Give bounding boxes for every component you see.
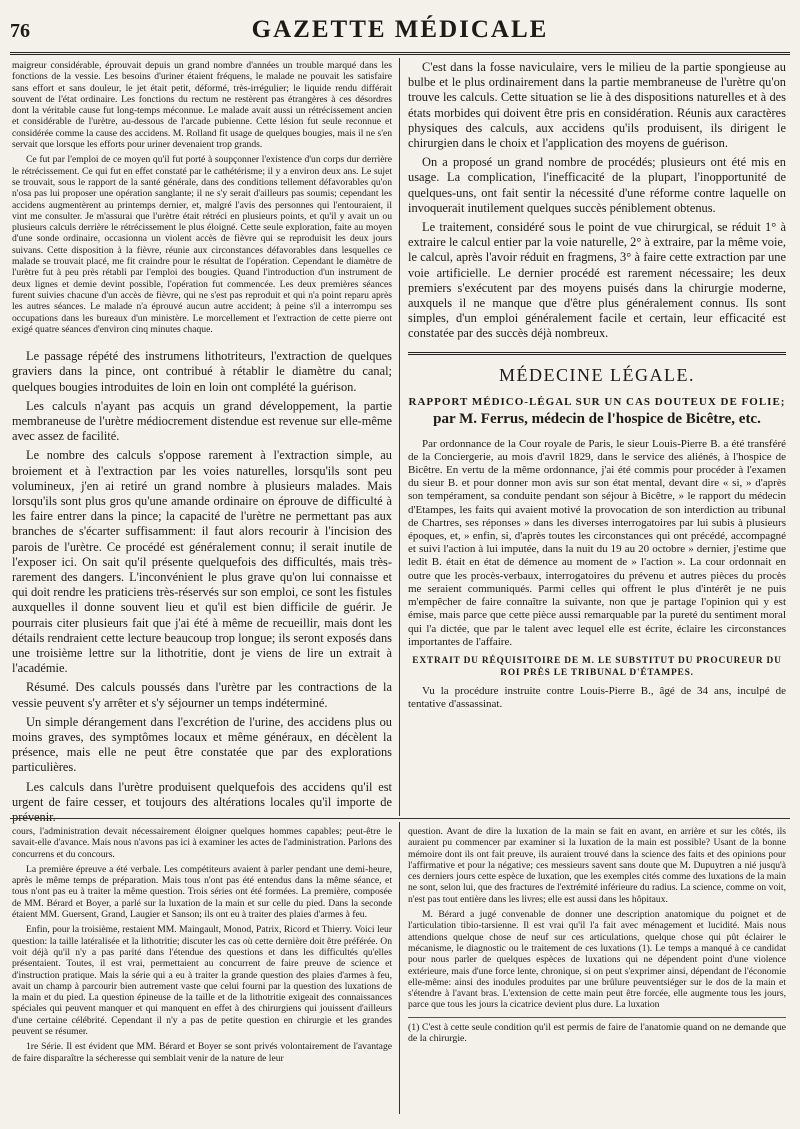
report-title: RAPPORT MÉDICO-LÉGAL SUR UN CAS DOUTEUX DE FOLIE; <box>408 395 786 408</box>
report-author: par M. Ferrus, médecin de l'hospice de Bicêtre, etc. <box>433 410 761 427</box>
paragraph: La première épreuve a été verbale. Les compétiteurs avaient à parler pendant une demi-heure, après le même temps de préparation. Mais tous n'ont pas été entendus dans la même séance, et tous n'ont pas eu à traiter la même question. Trois séries ont été formées. La première, composée de MM. Bérard et Boyer, a parlé sur la luxation de la main et sur celle du pied. Dans la seconde étaient MM. Guersent, Grand, Laugier et Sanson; ils ont eu à traiter des plaies d'armes à feu. <box>12 863 392 921</box>
paragraph: Ce fut par l'emploi de ce moyen qu'il fut porté à soupçonner l'existence d'un corps dur derrière le rétrécissement. Ce qui fut en effet constaté par le cathétérisme; il y a environ deux ans. Le sujet se trouvait, sous le rapport de la santé générale, dans des conditions tellement défavorables qu'on n'osa pas lui proposer une opération sanglante; il ne s'y serait d'ailleurs pas soumis; cependant les accidens augmentèrent au printemps dernier, et, malgré l'avis des personnes qui l'entouraient, il vint me consulter. Je m'assurai que l'urètre était rétréci en plusieurs points, et qu'il y avait un ou plusieurs calculs derrière le rétrécissement le plus éloigné. Cette seule exploration, faite au moyen d'une sonde ordinaire, occasionna un violent accès de fièvre qui se reproduisit les deux jours suivans. Cette disposition à la fièvre, réunie aux circonstances défavorables dans lesquelles ce malade se trouvait placé, me fit craindre pour le résultat de l'opération. Cependant le diamètre de l'urètre fut à peu près rétabli par l'emploi des bougies. Quand l'introduction d'un instrument de deux lignes et demie devint possible, l'opération fut commencée. Les deux premières séances furent suivies chacune d'un accès de fièvre, qui ne s'est pas reproduit et qui n'a point reparu après les autres séances. Le malade n'a éprouvé aucun autre accident; à peine s'il a interrompu ses occupations dans les bureaux d'un ministère. Le morcellement et l'extraction de cette pierre ont exigé quatre séances d'environ cinq minutes chaque. <box>12 154 392 335</box>
paragraph: Vu la procédure instruite contre Louis-Pierre B., âgé de 34 ans, inculpé de tentative d'assassinat. <box>408 684 786 711</box>
paragraph: question. Avant de dire la luxation de la main se fait en avant, en arrière et sur les côtés, ils auraient pu commencer par examiner si la luxation de la main est possible? Usant de la bonne mémoire dont ils ont fait preuve, ils auraient trouvé dans la science des faits et des opinions pour l'affirmative et pour la négative; ces messieurs savent sans doute que M. Dupuytren a nié jusqu'à ces derniers jours cette espèce de luxation, que les exemples cités comme des luxations de la main ne sont, selon lui, que des fractures de l'extrémité inférieure du radius. La science, comme on voit, n'est pas tout entière dans les livres; elle est aussi dans les hôpitaux. <box>408 826 786 905</box>
section-title: MÉDECINE LÉGALE. <box>499 364 695 385</box>
paragraph: M. Bérard a jugé convenable de donner une description anatomique du poignet et de l'articulation tibio-tarsienne. Il est vrai qu'il l'a fait avec ménagement et lucidité. Mais nous attendions quelque chose de neuf sur ces articulations, quelque chose qui pût éclairer le mécanisme, le diagnostic ou le traitement de ces luxations (1). Le temps a manqué à ce candidat pour nous parler de quelques espèces de luxations qui ne dépendent point d'une violence extérieure, mais d'une force lente, chronique, si on peut s'exprimer ainsi, dépendant de l'économie elle-même: ainsi des inodules produites par une brûlure peuventsiéger sur le dos de la main et s'étendre à l'avant bras. L'extension de cette main peut être forcée, elle augmente tous les jours, parce que tous les jours la cicatrice devient plus dure. La luxation <box>408 909 786 1011</box>
paragraph: cours, l'administration devait nécessairement éloigner quelques hommes capables; peut-être le savait-elle d'avance. Mais nous n'avons pas ici à examiner les actes de l'administration. Parlons des concurrens et du concours. <box>12 826 392 860</box>
footnote: (1) C'est à cette seule condition qu'il est permis de faire de l'anatomie quand on ne demande que de la chirurgie. <box>408 1017 786 1045</box>
bottom-left-column <box>12 826 392 1116</box>
bottom-right-column <box>408 826 786 1116</box>
page-header <box>10 14 790 50</box>
right-column <box>408 60 786 812</box>
paragraph: Résumé. Des calculs poussés dans l'urètre par les contractions de la vessie peuvent s'y arrêter et s'y séjourner un temps indéterminé. <box>12 680 392 710</box>
horizontal-separator <box>10 818 790 819</box>
column-separator <box>399 58 400 816</box>
journal-title: GAZETTE MÉDICALE <box>251 16 549 43</box>
paragraph: Les calculs n'ayant pas acquis un grand développement, la partie membraneuse de l'urètre médiocrement distendue est revenue sur elle-même avec assez de facilité. <box>12 398 392 444</box>
left-column <box>12 60 392 825</box>
paragraph: Par ordonnance de la Cour royale de Paris, le sieur Louis-Pierre B. a été transféré de la Conciergerie, au mois d'avril 1829, dans le service des aliénés, à l'hospice de Bicêtre. En vertu de la même ordonnance, j'ai été commis pour procéder à l'examen du sieur B. et pour donner mon avis sur son état mental, devant dire « si, » d'après son tempérament, sa conduite pendant son séjour à Bicêtre, » le rapport du médecin d'Etampes, les faits qui avaient motivé la provocation de son interdiction au tribunal de Chartres, ses réponses » dans les diverses interrogatoires par lui subis à plusieurs époques, et, » enfin, si, d'après toutes les circonstances qui ont précédé, accompagné et suivi l'action à lui imputée, dans la nuit du 19 au 20 octobre » dernier, j'estime que ledit B. était en état de démence au moment de » l'action ». La cour ordonnait en outre que les procès-verbaux, interrogatoires du prévenu et autres pièces du procès me seraient communiqués. Parmi celles qui offrent le plus d'intérêt je ne puis m'empêcher de faire connaître la suivante, non que je partage l'opinion qui y est émise, mais parce que cette pièce aussi remarquable par la pureté du sentiment moral qui l'a dictée, que par le talent avec lequel elle est écrite, éclaire les circonstances importantes de l'affaire. <box>408 437 786 648</box>
header-rule <box>10 52 790 55</box>
extract-title: EXTRAIT DU RÉQUISITOIRE DE M. LE SUBSTITUT DU PROCUREUR DU ROI PRÈS LE TRIBUNAL D'ÉTAMPES. <box>412 655 782 678</box>
paragraph: Le traitement, considéré sous le point de vue chirurgical, se réduit 1° à extraire le calcul entier par la voie naturelle, 2° à extraire, par la même voie, le calcul, après l'avoir réduit en fragmens, 3° à faire cette extraction par une voie artificielle. Le dernier procédé est rarement nécessaire; les deux premiers s'exécutent par des moyens puisés dans la chirurgie moderne, auxquels il ne manque que d'être plus généralement connus. Ils sont simples, d'un emploi généralement facile et certain, leur efficacité est constatée par des succès déjà nombreux. <box>408 220 786 341</box>
paragraph: Le passage répété des instrumens lithotriteurs, l'extraction de quelques graviers dans la pince, ont contribué à rétablir le diamètre du canal; quelques bougies introduites de loin en loin ont complété la guérison. <box>12 349 392 394</box>
column-separator-bottom <box>399 822 400 1114</box>
paragraph: maigreur considérable, éprouvait depuis un grand nombre d'années un trouble marqué dans les fonctions de la vessie. Les besoins d'uriner étaient fréquens, le malade ne pouvait les satisfaire sans effort et sans douleur, le jet était petit, déformé, très-irrégulier; le liquide rendu différait souvent de l'état ordinaire. Les fonctions du rectum ne restèrent pas étrangères à ces désordres dont la véritable cause fut long-temps méconnue. Le malade avait aussi un rétrécissement ancien et considérable de l'urètre, au-dessous de l'arcade pubienne. Cette lésion fut seule reconnue et considérée comme la cause des accidens. M. Rolland fit usage de quelques bougies, mais il ne s'en servait que lorsque les efforts pour uriner devenaient trop grands. <box>12 60 392 151</box>
paragraph: Un simple dérangement dans l'excrétion de l'urine, des accidens plus ou moins graves, des symptômes locaux et même généraux, en décèlent la présence, mais elle ne peut être constatée que par des explorations particulières. <box>12 714 392 775</box>
paragraph: Les calculs dans l'urètre produisent quelquefois des accidens qu'il est urgent de faire cesser, et toujours des altérations locales qu'il importe de prévenir. <box>12 779 392 825</box>
section-rule <box>408 352 786 355</box>
paragraph: C'est dans la fosse naviculaire, vers le milieu de la partie spongieuse au bulbe et le plus ordinairement dans la partie membraneuse de l'urètre qu'on trouve les calculs. Cette situation se lie à des dispositions naturelles et à des états morbides qui doivent être pris en considération. Réunis aux caractères physiques des calculs, aux accidens qu'ils produisent, ils dirigent le chirurgien dans le choix et l'application des moyens de guérison. <box>408 60 786 151</box>
paragraph: 1re Série. Il est évident que MM. Bérard et Boyer se sont privés volontairement de l'avantage de faire disparaître la sécheresse qui semblait venir de la nature de leur <box>12 1041 392 1064</box>
paragraph: On a proposé un grand nombre de procédés; plusieurs ont été mis en usage. La complication, l'inefficacité de la plupart, l'inopportunité de quelques-uns, ont fait sentir la nécessité d'une réforme contre laquelle on invoquerait inutilement quelques succès péniblement obtenus. <box>408 155 786 215</box>
page-number: 76 <box>10 20 30 42</box>
paragraph: Enfin, pour la troisième, restaient MM. Maingault, Monod, Patrix, Ricord et Thierry. Voici leur question: la taille latéralisée et la lithotritie; discuter les cas où cette dernière doit être préférée. On voit déjà qu'il n'y a pas parité dans l'étendue des questions et dans les difficultés qu'elles présentaient. Toutes, il est vrai, permettaient au concurrent de faire preuve de science et d'instruction pratique. Mais la série qui a eu à traiter la grande question des plaies d'armes à feu, avait un champ à parcourir bien autrement vaste que celui fourni par la question des luxations de la main et du pied. La question épineuse de la taille et de la lithotritie exigeait des connaissances spéciales qui peuvent manquer et qui manquent en effet à des chirurgiens qui jouissent d'ailleurs d'une certaine célébrité. Cependant il n'y a pas de petite question en chirurgie et les grandes peuvent se résumer. <box>12 924 392 1038</box>
paragraph: Le nombre des calculs s'oppose rarement à l'extraction simple, au broiement et à l'extraction par les voies naturelles, lorsqu'ils sont peu volumineux, j'en ai retiré un grand nombre à plusieurs malades. Mais lorsqu'ils sont plus gros qu'une amande ordinaire on éprouve de difficulté à les faire entrer dans la pince; la capacité de l'urètre ne permettant pas aux branches de s'écarter suffisamment: il faut alors recourir à l'incision des parois de l'urètre. Ce procédé est généralement connu; il serait inutile de l'exposer ici. On sait qu'il présente quelquefois des difficultés, mais très-rarement des dangers. L'inconvénient le plus grave qu'on lui connaisse et qui doit rendre les praticiens très-réservés sur son emploi, ce sont les fistules auxquelles il donne souvent lieu et qu'il est bien difficile de guérir. Je pourrais citer plusieurs fait que j'ai été à même de recueillir, mais dont les détails rendraient cette lecture beaucoup trop longue; ils seront exposés dans une troisième lettre sur la lithotritie, dont je viens de lire un extrait à l'académie. <box>12 448 392 676</box>
